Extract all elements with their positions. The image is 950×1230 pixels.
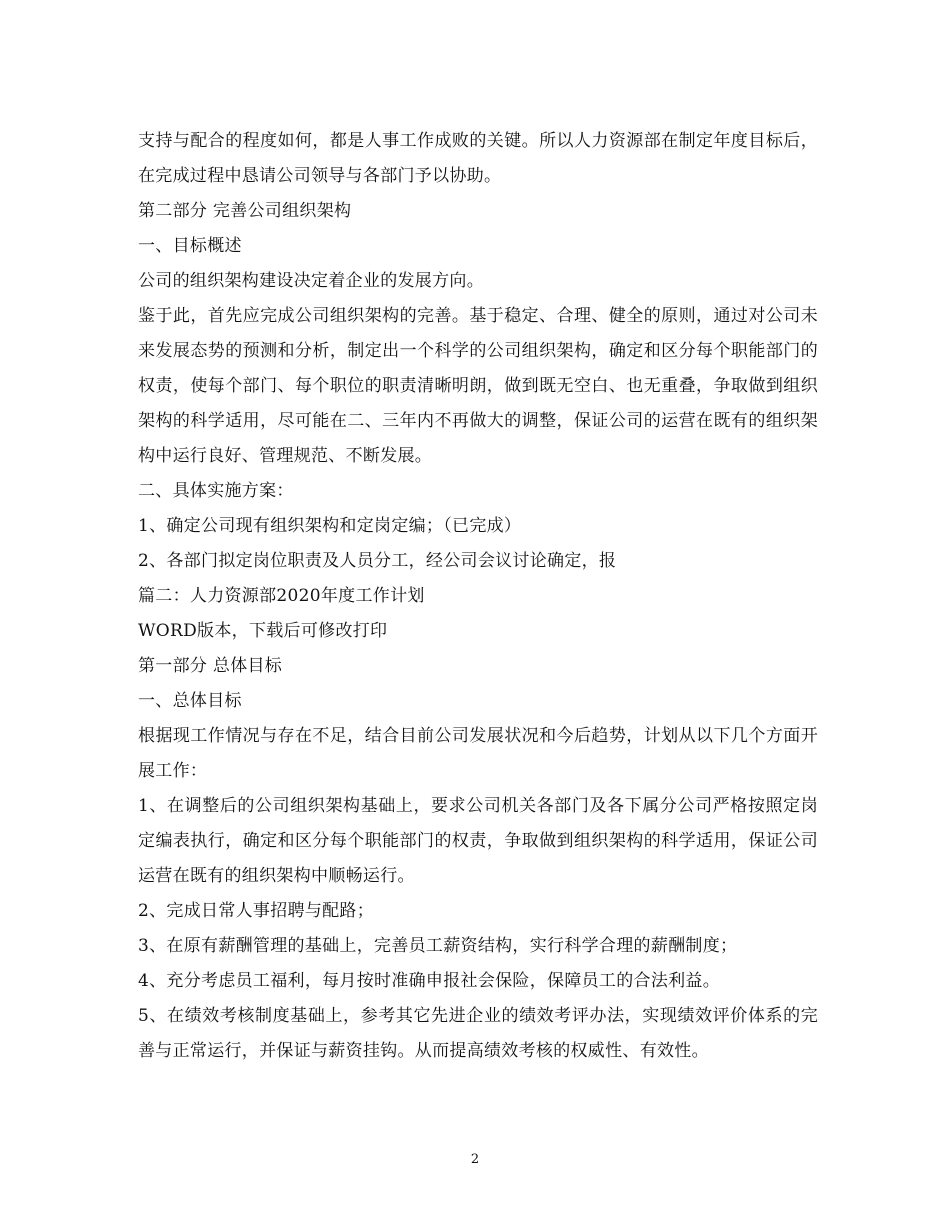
list-item: 1、确定公司现有组织架构和定岗定编；（已完成） (138, 516, 522, 536)
list-item: 4、充分考虑员工福利，每月按时准确申报社会保险，保障员工的合法利益。 (138, 971, 721, 991)
subsection-heading: 一、总体目标 (138, 691, 242, 711)
list-item: 3、在原有薪酬管理的基础上，完善员工薪资结构，实行科学合理的薪酬制度； (138, 936, 738, 956)
version-note: WORD版本，下载后可修改打印 (138, 621, 388, 641)
list-item: 2、完成日常人事招聘与配路； (138, 901, 375, 921)
page-number: 2 (470, 1152, 480, 1167)
section-heading: 第二部分 完善公司组织架构 (138, 201, 352, 221)
list-item: 2、各部门拟定岗位职责及人员分工，经公司会议讨论确定，报 (138, 551, 617, 571)
section-heading: 第一部分 总体目标 (138, 656, 283, 676)
subsection-heading: 二、具体实施方案： (138, 481, 294, 501)
list-item: 1、在调整后的公司组织架构基础上，要求公司机关各部门及各下属分公司严格按照定岗定编表执行，确定和区分每个职能部门的权责，争取做到组织架构的科学适用，保证公司运营在既有的组织架构中顺畅运行。 (138, 796, 818, 886)
list-item: 5、在绩效考核制度基础上，参考其它先进企业的绩效考评办法，实现绩效评价体系的完善与正常运行，并保证与薪资挂钩。从而提高绩效考核的权威性、有效性。 (138, 1006, 818, 1061)
paragraph: 鉴于此，首先应完成公司组织架构的完善。基于稳定、合理、健全的原则，通过对公司未来发展态势的预测和分析，制定出一个科学的公司组织架构，确定和区分每个职能部门的权责，使每个部门、每个职位的职责清晰明朗，做到既无空白、也无重叠，争取做到组织架构的科学适用，尽可能在二、三年内不再做大的调整，保证公司的运营在既有的组织架构中运行良好、管理规范、不断发展。 (138, 306, 818, 466)
paragraph: 支持与配合的程度如何，都是人事工作成败的关键。所以人力资源部在制定年度目标后，在完成过程中恳请公司领导与各部门予以协助。 (138, 131, 818, 186)
article-title: 篇二：人力资源部2020年度工作计划 (138, 586, 425, 606)
subsection-heading: 一、目标概述 (138, 236, 242, 256)
document-body (138, 124, 818, 1069)
paragraph: 根据现工作情况与存在不足，结合目前公司发展状况和今后趋势，计划从以下几个方面开展工作： (138, 726, 818, 781)
paragraph: 公司的组织架构建设决定着企业的发展方向。 (138, 271, 484, 291)
